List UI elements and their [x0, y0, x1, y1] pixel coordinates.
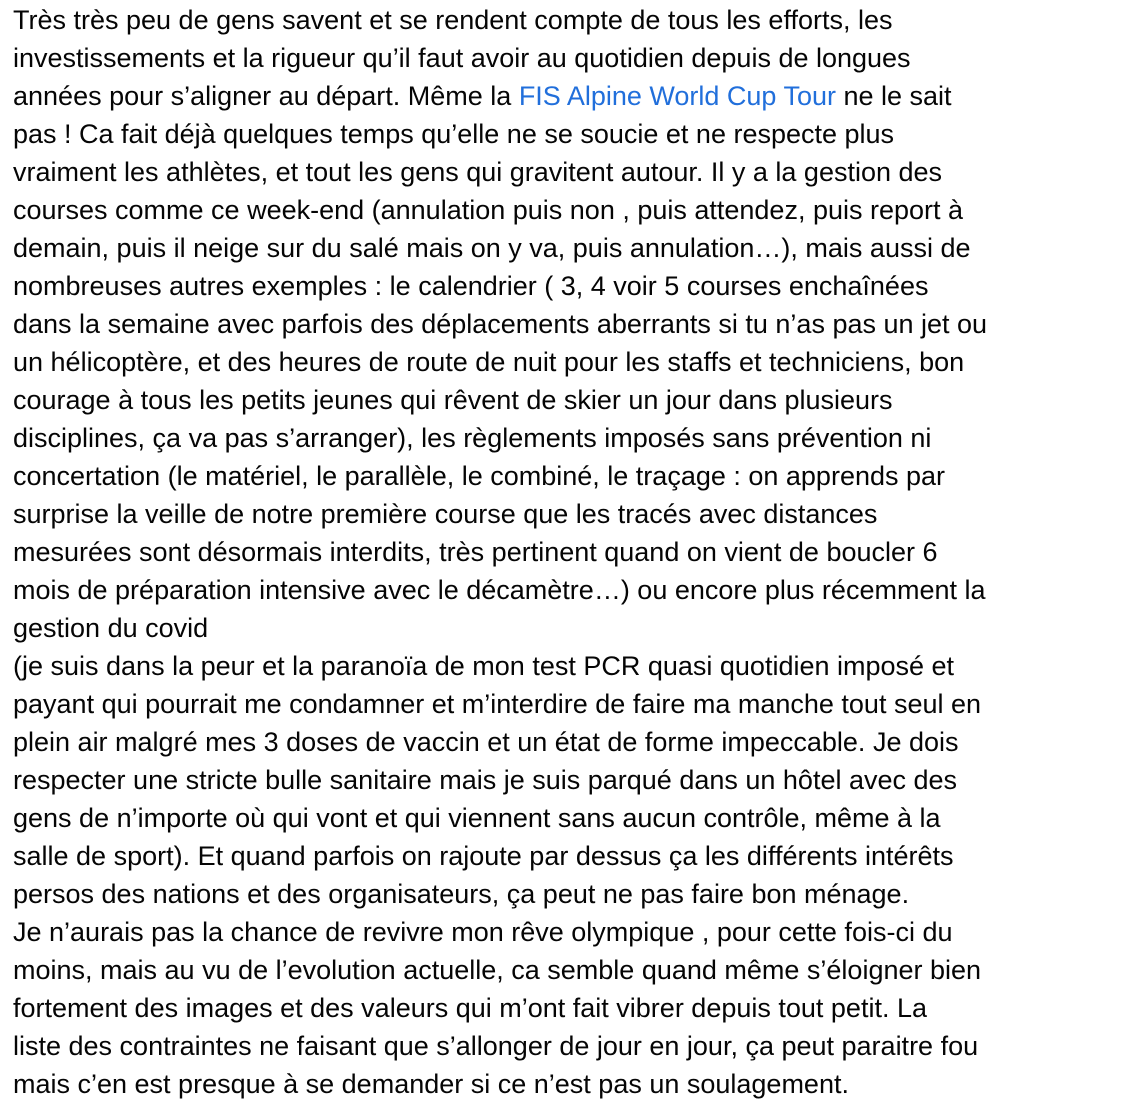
post-text-line: nombreuses autres exemples : le calendrier ( 3, 4 voir 5 courses enchaînées [13, 271, 929, 301]
post-text-line: salle de sport). Et quand parfois on rajoute par dessus ça les différents intérêts [13, 841, 954, 871]
post-text-line: gestion du covid [13, 613, 209, 643]
post-text-line: investissements et la rigueur qu’il faut avoir au quotidien depuis de longues [13, 43, 911, 73]
post-text-line: plein air malgré mes 3 doses de vaccin et un état de forme impeccable. Je dois [13, 727, 959, 757]
post-text-line: courses comme ce week-end (annulation puis non , puis attendez, puis report à [13, 195, 964, 225]
post-text-line: persos des nations et des organisateurs, ça peut ne pas faire bon ménage. [13, 879, 910, 909]
post-text-line: pas ! Ca fait déjà quelques temps qu’elle ne se soucie et ne respecte plus [13, 119, 895, 149]
post-text-line: fortement des images et des valeurs qui m’ont fait vibrer depuis tout petit. La [13, 993, 927, 1023]
post-body-text [13, 1, 1125, 1103]
post-text-line: un hélicoptère, et des heures de route de nuit pour les staffs et techniciens, bon [13, 347, 965, 377]
post-text-line: liste des contraintes ne faisant que s’allonger de jour en jour, ça peut paraitre fou [13, 1031, 979, 1061]
post-text-line: mois de préparation intensive avec le décamètre…) ou encore plus récemment la [13, 575, 986, 605]
post-text-segment: années pour s’aligner au départ. Même la [13, 81, 519, 111]
post-text-line: courage à tous les petits jeunes qui rêvent de skier un jour dans plusieurs [13, 385, 893, 415]
post-text-line: (je suis dans la peur et la paranoïa de mon test PCR quasi quotidien imposé et [13, 651, 955, 681]
post-text-line: mais c’en est presque à se demander si ce n’est pas un soulagement. [13, 1069, 849, 1099]
post-text-line: dans la semaine avec parfois des déplacements aberrants si tu n’as pas un jet ou [13, 309, 988, 339]
post-text-line: concertation (le matériel, le parallèle, le combiné, le traçage : on apprends par [13, 461, 946, 491]
post-text-segment: ne le sait [835, 81, 952, 111]
post-text-line: Je n’aurais pas la chance de revivre mon rêve olympique , pour cette fois-ci du [13, 917, 953, 947]
post-text-line: disciplines, ça va pas s’arranger), les règlements imposés sans prévention ni [13, 423, 932, 453]
fis-alpine-world-cup-tour-tag-link[interactable]: FIS Alpine World Cup Tour [518, 81, 836, 111]
post-text-line: payant qui pourrait me condamner et m’interdire de faire ma manche tout seul en [13, 689, 982, 719]
post-text-line-with-tag [13, 77, 1125, 115]
post-text-line: mesurées sont désormais interdits, très pertinent quand on vient de boucler 6 [13, 537, 938, 567]
post-text-line: moins, mais au vu de l’evolution actuelle, ca semble quand même s’éloigner bien [13, 955, 982, 985]
post-text-line: surprise la veille de notre première course que les tracés avec distances [13, 499, 878, 529]
post-text-line: demain, puis il neige sur du salé mais on y va, puis annulation…), mais aussi de [13, 233, 971, 263]
post-text-line: vraiment les athlètes, et tout les gens qui gravitent autour. Il y a la gestion des [13, 157, 943, 187]
post-text-line: respecter une stricte bulle sanitaire mais je suis parqué dans un hôtel avec des [13, 765, 958, 795]
post-text-line: gens de n’importe où qui vont et qui viennent sans aucun contrôle, même à la [13, 803, 941, 833]
post-text-line: Très très peu de gens savent et se rendent compte de tous les efforts, les [13, 5, 893, 35]
